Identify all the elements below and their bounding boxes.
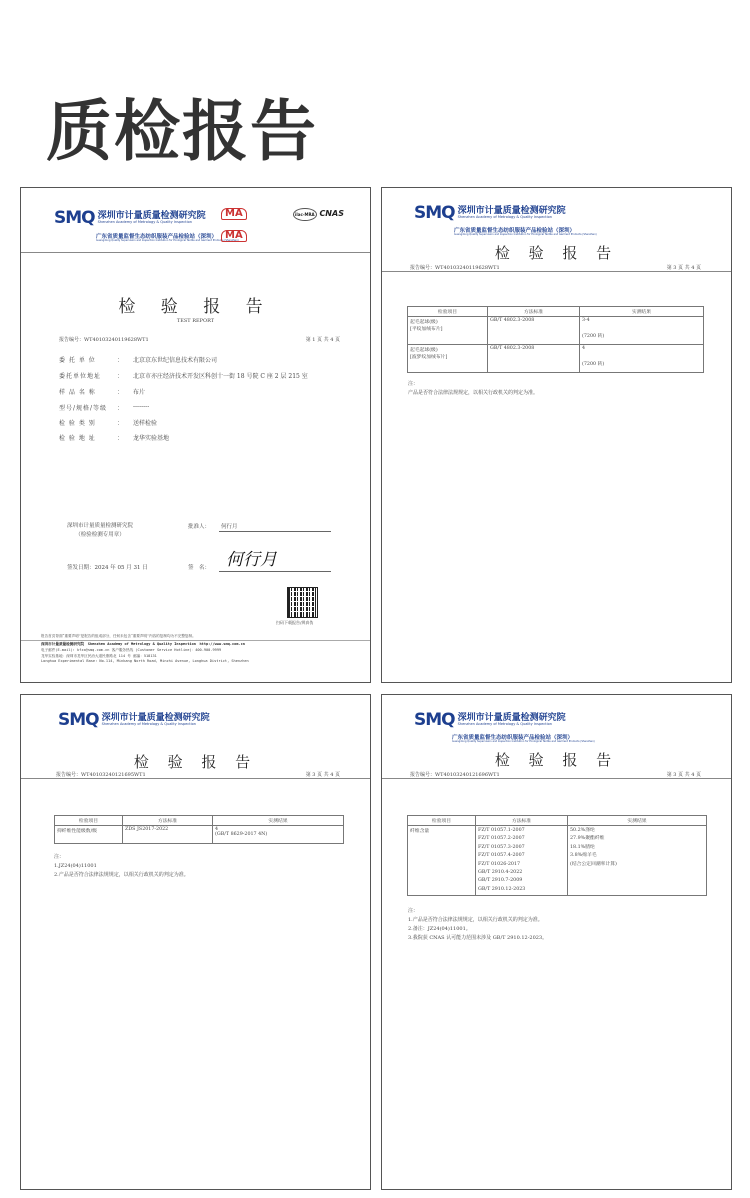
signature-label: 签 名： <box>188 565 211 571</box>
report-number: 报告编号：WT40103240121695WT1 <box>56 772 146 778</box>
report-title: 检 验 报 告 <box>494 244 619 262</box>
smq-logo: SMQ 深圳市计量质量检测研究院 Shenzhen Academy of Metrology & Quality Inspection <box>58 710 210 730</box>
results-table: 检验项目 方法标准 实测结果 抑纤维性能级数/级 ZDS JS2017-2022 4 (GB/T 8629-2017 4N) <box>54 815 344 844</box>
results-table: 检验项目 方法标准 实测结果 起毛起球(级) [平纹加绒布片] GB/T 4802.3-2008 3-4 (7200 转) 起毛起球(级) [波梦纹加绒布片] GB/T 4802.3-2008 4 (7200 转) <box>407 306 704 373</box>
report-page-2 <box>381 187 732 683</box>
field-test-type: 检 验 类 别 ： 送样检验 <box>59 420 158 427</box>
notes: 注： 1.JZ24(04)11001 2.产品是否符合法律法规规定，以相关行政机关的判定为准。 <box>54 854 189 878</box>
field-client: 委 托 单 位 ： 北京京东世纪信息技术有限公司 <box>59 357 218 364</box>
results-table: 检验项目 方法标准 实测结果 纤维含量 FZ/T 01057.1-2007 FZ/T 01057.2-2007 FZ/T 01057.3-2007 FZ/T 01057.4-2007 FZ/T 01026-2017 GB/T 2910.4-2022 GB/T 2910.7-2009 GB/T 2910.12-2023 50.2%涤纶 27.9%聚酯纤维 18.1%腈纶 3.8%绵羊毛 (结合公定回潮率计算) <box>407 815 707 896</box>
smq-mark: SMQ <box>54 208 95 228</box>
smq-logo: SMQ 深圳市计量质量检测研究院 Shenzhen Academy of Metrology & Quality Inspection <box>414 203 566 223</box>
table-row: 纤维含量 FZ/T 01057.1-2007 FZ/T 01057.2-2007 FZ/T 01057.3-2007 FZ/T 01057.4-2007 FZ/T 01026-2017 GB/T 2910.4-2022 GB/T 2910.7-2009 GB/T 2910.12-2023 50.2%涤纶 27.9%聚酯纤维 18.1%腈纶 3.8%绵羊毛 (结合公定回潮率计算) <box>408 826 707 896</box>
org-name: 深圳市计量质量检测研究院 <box>97 210 206 221</box>
page-title: 质检报告 <box>46 93 318 170</box>
page-number: 第 3 页 共 4 页 <box>666 772 701 778</box>
report-title: 检 验 报 告 <box>118 297 273 317</box>
approver-label: 批准人： <box>188 524 211 530</box>
report-number: 报告编号：WT40103240121696WT1 <box>410 772 500 778</box>
report-page-3 <box>20 694 371 1190</box>
table-row: 起毛起球(级) [波梦纹加绒布片] GB/T 4802.3-2008 4 (7200 转) <box>408 345 704 373</box>
smq-logo <box>54 208 206 228</box>
page-number: 第 3 页 共 4 页 <box>666 265 701 271</box>
smq-logo: SMQ 深圳市计量质量检测研究院 Shenzhen Academy of Metrology & Quality Inspection <box>414 710 566 730</box>
notes: 注： 产品是否符合法律法规规定，以相关行政机关的判定为准。 <box>408 381 539 396</box>
report-number: 报告编号：WT40103240119628WT1 <box>59 337 149 343</box>
issue-date: 签发日期：2024 年 05 月 31 日 <box>67 565 148 571</box>
field-client-address: 委托单位地址 ： 北京市亦庄经济技术开发区科创十一街 18 号院 C 座 2 层 215 室 <box>59 373 308 380</box>
cma-logo: MA <box>221 208 247 220</box>
report-number: 报告编号：WT40103240119628WT1 <box>410 265 500 271</box>
report-page-4 <box>381 694 732 1190</box>
qr-code <box>288 588 317 617</box>
page-number: 第 3 页 共 4 页 <box>305 772 340 778</box>
disclaimer: 报告首页背面“重要声明”是报告的组成部分，任何未包含“重要声明”内容的复制均为不完整复制。 <box>41 634 196 638</box>
sub-institute: 广东省质量监督生态纺织服装产品检验站（深圳） Guangdong Quality Supervision and Inspection Institution for Ecological Textile and Garment Products (Shenzhen) <box>454 228 597 237</box>
notes: 注： 1.产品是否符合法律法规规定，以相关行政机关的判定为准。 2.备注：JZ24(04)11001。 3.我院获 CNAS 认可能力范围未涉及 GB/T 2910.12-2023。 <box>408 908 548 941</box>
report-title: 检 验 报 告 <box>133 753 258 771</box>
report-title: 检 验 报 告 <box>494 751 619 769</box>
field-sample-name: 样 品 名 称 ： 布片 <box>59 389 146 396</box>
report-title-en: TEST REPORT <box>176 318 215 324</box>
field-model: 型号/规格/等级 ： -------- <box>59 403 150 412</box>
signature: 何行月 <box>226 550 277 570</box>
qr-caption: 扫码下载报告/辨真伪 <box>276 620 314 625</box>
sub-institute: 广东省质量监督生态纺织服装产品检验站（深圳） Guangdong Quality Supervision and Inspection Institution for Ecological Textile and Garment Products (Shenzhen) <box>452 735 595 744</box>
cnas-logo: ilac-MRA CNAS <box>293 209 344 218</box>
field-test-site: 检 验 地 址 ： 龙华实验基地 <box>59 435 170 442</box>
report-page-1 <box>20 187 371 683</box>
page-number: 第 1 页 共 4 页 <box>305 337 340 343</box>
table-row: 抑纤维性能级数/级 ZDS JS2017-2022 4 (GB/T 8629-2017 4N) <box>55 826 344 844</box>
seal-text: 深圳市计量质量检测研究院 （检验检测专用章） <box>67 523 134 539</box>
cma-logo-2: MA <box>221 230 247 242</box>
table-row: 起毛起球(级) [平纹加绒布片] GB/T 4802.3-2008 3-4 (7200 转) <box>408 317 704 345</box>
sub-institute: 广东省质量监督生态纺织服装产品检验站（深圳） Guangdong Quality Supervision and Inspection Institution for Ecological Textile and Garment Products (Shenzhen) <box>96 234 239 243</box>
approver-name: 何行月 <box>221 524 238 530</box>
org-name-en: Shenzhen Academy of Metrology & Quality Inspection <box>97 219 192 224</box>
footer: 深圳市计量质量检测研究院 Shenzhen Academy of Metrology & Quality Inspection http://www.smq.com.cn 电子邮件(E-mail): kfzx@smq.com.cn 客户服务热线 (Customer Service Hotline)：400-900-9999 龙华实验基地：深圳市龙华区民治大道民康路北 114 号 邮编：518131 Longhua Experimental Base: No.114, Minkang North Road, Minzhi Avenue, Longhua District, Shenzhen <box>41 642 249 664</box>
